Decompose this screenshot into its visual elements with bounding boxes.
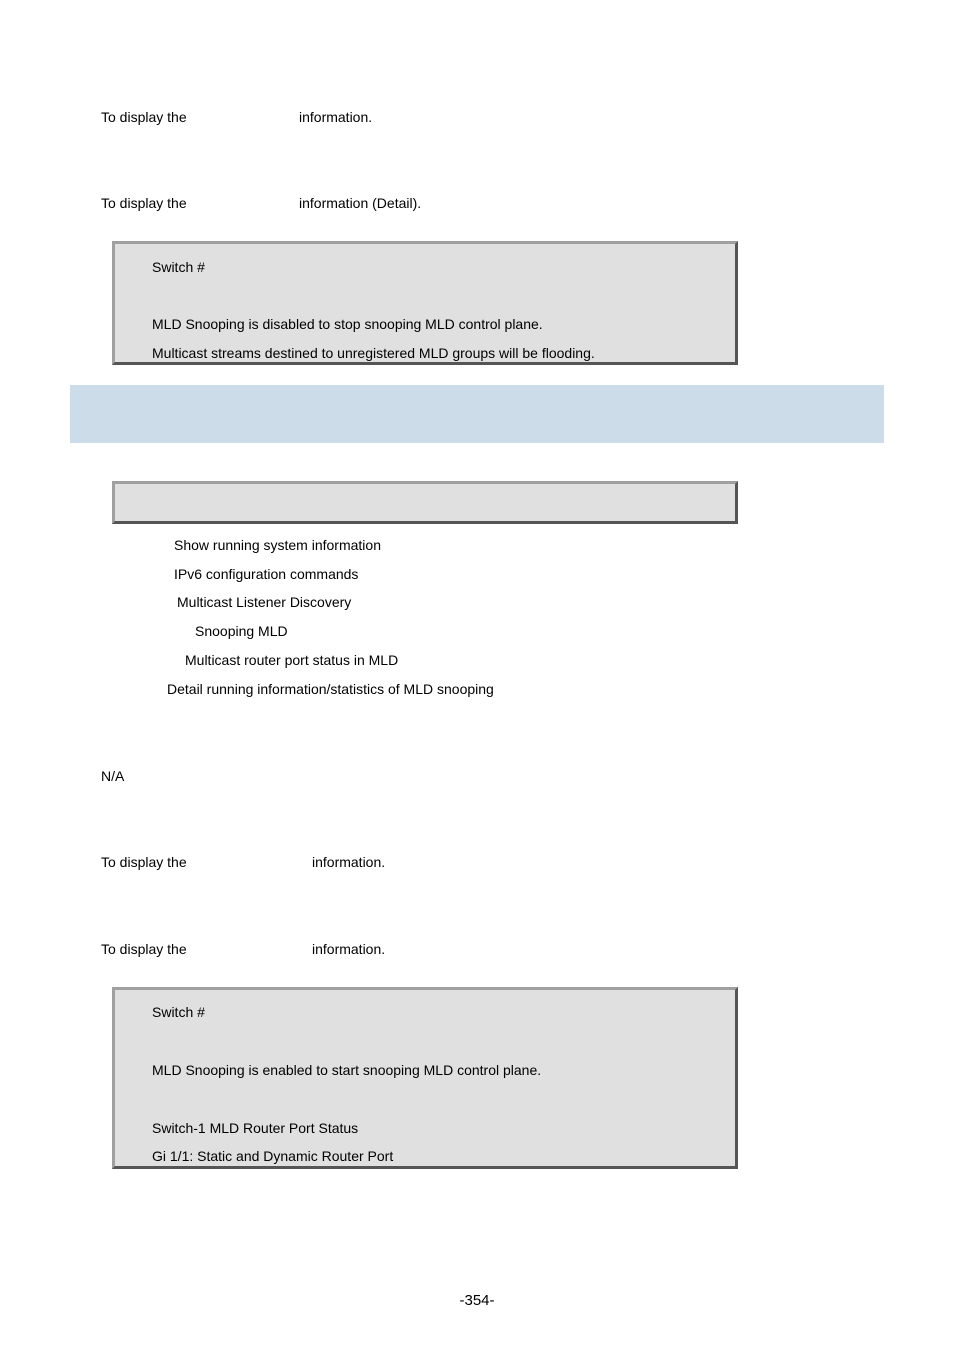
- code-line: MLD Snooping is disabled to stop snooping MLD control plane.: [152, 316, 543, 332]
- code-line: Switch-1 MLD Router Port Status: [152, 1120, 359, 1136]
- section-heading-band: [70, 385, 884, 443]
- example-suffix-text: information.: [312, 941, 386, 957]
- example-prefix-text: To display the: [101, 941, 187, 957]
- code-example-box: [112, 987, 738, 1169]
- page-number: -354-: [459, 1292, 495, 1309]
- usage-suffix-text: information.: [299, 109, 373, 125]
- parameter-description: Multicast router port status in MLD: [185, 652, 399, 668]
- usage-prefix-text: To display the: [101, 854, 187, 870]
- parameter-description: Detail running information/statistics of MLD snooping: [167, 681, 494, 697]
- code-line: MLD Snooping is enabled to start snooping MLD control plane.: [152, 1062, 542, 1078]
- code-line: Gi 1/1: Static and Dynamic Router Port: [152, 1148, 394, 1164]
- parameter-description: Multicast Listener Discovery: [177, 594, 352, 610]
- code-line: Switch #: [152, 259, 205, 275]
- parameter-description: Snooping MLD: [195, 623, 288, 639]
- example-suffix-text: information (Detail).: [299, 195, 422, 211]
- code-example-box: [112, 241, 738, 365]
- command-syntax-box: [112, 481, 738, 524]
- default-value: N/A: [101, 768, 125, 784]
- example-prefix-text: To display the: [101, 195, 187, 211]
- parameter-description: Show running system information: [174, 537, 381, 553]
- usage-suffix-text: information.: [312, 854, 386, 870]
- parameter-description: IPv6 configuration commands: [174, 566, 359, 582]
- code-line: Switch #: [152, 1004, 205, 1020]
- usage-prefix-text: To display the: [101, 109, 187, 125]
- code-line: Multicast streams destined to unregistered MLD groups will be flooding.: [152, 345, 595, 361]
